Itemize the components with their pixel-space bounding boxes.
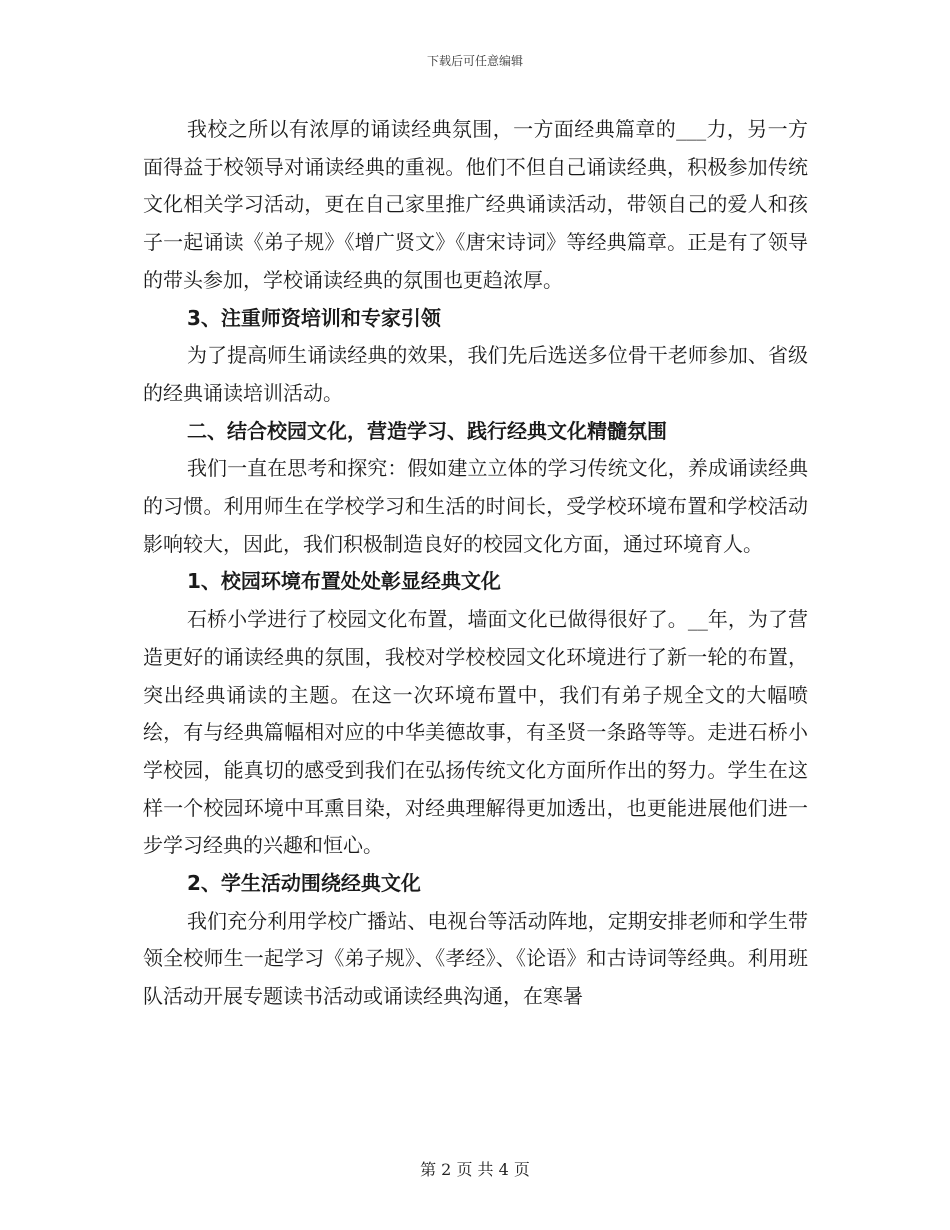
paragraph-campus-culture: 我们一直在思考和探究：假如建立立体的学习传统文化，养成诵读经典的习惯。利用师生在学校学习和生活的时间长，受学校环境布置和学校活动影响较大，因此，我们积极制造良好的校园文化方面，通过环境育人。 [143,456,808,556]
paragraph-reading-atmosphere: 我校之所以有浓厚的诵读经典氛围，一方面经典篇章的___力，另一方面得益于校领导对诵读经典的重视。他们不但自己诵读经典，积极参加传统文化相关学习活动，更在自己家里推广经典诵读活动，带领自己的爱人和孩子一起诵读《弟子规》《增广贤文》《唐宋诗词》等经典篇章。正是有了领导的带头参加，学校诵读经典的氛围也更趋浓厚。 [143,117,808,292]
page-number: 第 2 页 共 4 页 [420,1160,530,1179]
paragraph-teacher-training: 为了提高师生诵读经典的效果，我们先后选送多位骨干老师参加、省级的经典诵读培训活动。 [143,343,808,405]
heading-student-activities: 2、学生活动围绕经典文化 [187,871,421,896]
paragraph-student-activities: 我们充分利用学校广播站、电视台等活动阵地，定期安排老师和学生带领全校师生一起学习《弟子规》、《孝经》、《论语》和古诗词等经典。利用班队活动开展专题读书活动或诵读经典沟通，在寒暑 [143,908,808,1009]
heading-campus-culture: 二、结合校园文化，营造学习、践行经典文化精髓氛围 [187,418,667,443]
paragraph-campus-environment: 石桥小学进行了校园文化布置，墙面文化已做得很好了。__年，为了营造更好的诵读经典的氛围，我校对学校校园文化环境进行了新一轮的布置，突出经典诵读的主题。在这一次环境布置中，我们有弟子规全文的大幅喷绘，有与经典篇幅相对应的中华美德故事，有圣贤一条路等等。走进石桥小学校园，能真切的感受到我们在弘扬传统文化方面所作出的努力。学生在这样一个校园环境中耳熏目染，对经典理解得更加透出，也更能进展他们进一步学习经典的兴趣和恒心。 [143,607,808,858]
page-header: 下载后可任意编辑 [426,54,523,68]
heading-campus-environment: 1、校园环境布置处处彰显经典文化 [187,569,501,594]
heading-teacher-training: 3、注重师资培训和专家引领 [187,305,441,330]
document-body [143,111,808,1016]
